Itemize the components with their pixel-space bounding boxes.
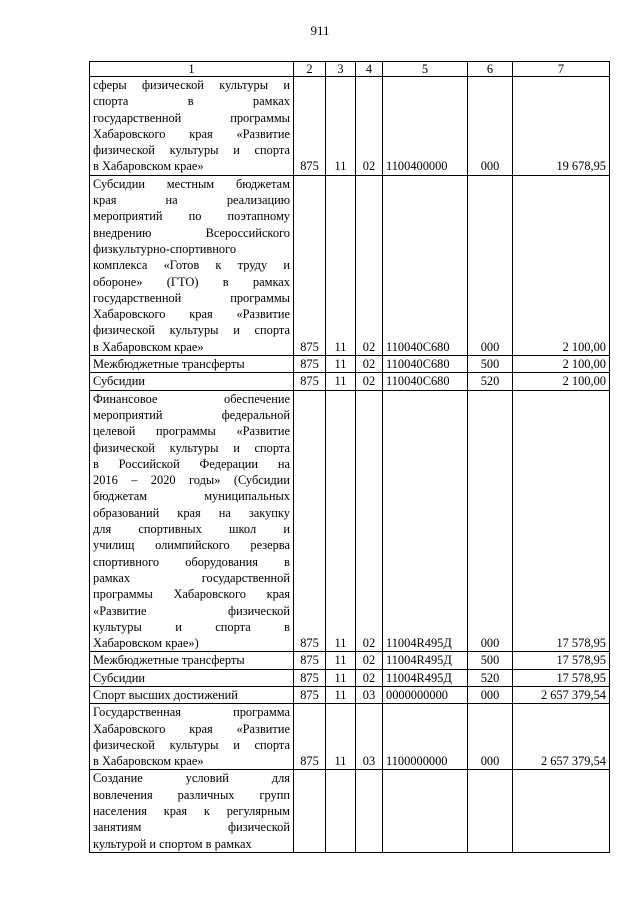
description-line: бюджетам муниципальных: [93, 489, 290, 504]
description-line: в Российской Федерации на: [93, 456, 290, 471]
row-description: [90, 669, 294, 686]
description-line: «Развитие физической: [93, 603, 290, 618]
table-row: [90, 356, 610, 373]
table-body: [90, 77, 610, 853]
col-sum: 2 100,00: [513, 356, 610, 373]
col-csr: 110040С680: [383, 356, 468, 373]
row-description: [90, 770, 294, 852]
description-line: в Хабаровском крае»: [93, 754, 204, 769]
col-vr: 520: [468, 669, 513, 686]
description-line: спорта в рамках: [93, 94, 290, 109]
col-csr: 11004R495Д: [383, 652, 468, 669]
col-gr: 875: [294, 175, 326, 355]
col-pr: 02: [356, 669, 383, 686]
col-rz: 11: [326, 77, 356, 176]
col-csr: 110040С680: [383, 175, 468, 355]
table-row: [90, 770, 610, 852]
description-line: программы Хабаровского края: [93, 587, 290, 602]
description-line: физкультурно-спортивного: [93, 241, 237, 256]
description-line: для спортивных школ и: [93, 522, 290, 537]
col-rz: 11: [326, 356, 356, 373]
table-row: [90, 669, 610, 686]
col-csr: 110040С680: [383, 373, 468, 390]
col-vr: 000: [468, 390, 513, 652]
col-gr: 875: [294, 77, 326, 176]
description-line: Финансовое обеспечение: [93, 391, 290, 406]
col-vr: 000: [468, 77, 513, 176]
col-csr: 11004R495Д: [383, 669, 468, 686]
column-header: 2: [294, 62, 326, 77]
col-sum: 2 100,00: [513, 373, 610, 390]
column-header: 1: [90, 62, 294, 77]
col-rz: 11: [326, 390, 356, 652]
description-line: мероприятий федеральной: [93, 407, 290, 422]
col-sum: 2 657 379,54: [513, 686, 610, 703]
col-sum: 17 578,95: [513, 652, 610, 669]
header-row: [90, 62, 610, 77]
col-rz: 11: [326, 704, 356, 770]
row-description: [90, 356, 294, 373]
col-vr: 000: [468, 175, 513, 355]
description-line: Хабаровского края «Развитие: [93, 307, 290, 322]
description-line: Спорт высших достижений: [93, 687, 238, 702]
col-rz: 11: [326, 175, 356, 355]
col-vr: 000: [468, 686, 513, 703]
budget-table: [89, 61, 610, 853]
col-vr: 520: [468, 373, 513, 390]
description-line: культурой и спортом в рамках: [93, 836, 252, 851]
col-csr: 1100400000: [383, 77, 468, 176]
col-vr: [468, 770, 513, 852]
col-sum: 19 678,95: [513, 77, 610, 176]
column-header: 6: [468, 62, 513, 77]
col-pr: 02: [356, 390, 383, 652]
description-line: Хабаровского края «Развитие: [93, 126, 290, 141]
table-row: [90, 77, 610, 176]
col-gr: 875: [294, 669, 326, 686]
col-pr: 02: [356, 175, 383, 355]
col-rz: 11: [326, 669, 356, 686]
table-row: [90, 704, 610, 770]
col-gr: 875: [294, 704, 326, 770]
description-line: спортивного оборудования в: [93, 554, 290, 569]
description-line: внедрению Всероссийского: [93, 225, 290, 240]
description-line: целевой программы «Развитие: [93, 424, 290, 439]
description-line: государственной программы: [93, 110, 290, 125]
description-line: физической культуры и спорта: [93, 143, 290, 158]
description-line: физической культуры и спорта: [93, 323, 290, 338]
col-sum: 2 100,00: [513, 175, 610, 355]
col-csr: 11004R495Д: [383, 390, 468, 652]
col-gr: [294, 770, 326, 852]
description-line: Межбюджетные трансферты: [93, 653, 245, 668]
table-row: [90, 373, 610, 390]
col-csr: 0000000000: [383, 686, 468, 703]
col-rz: 11: [326, 686, 356, 703]
row-description: [90, 175, 294, 355]
col-gr: 875: [294, 652, 326, 669]
description-line: Хабаровского края «Развитие: [93, 721, 290, 736]
col-sum: [513, 770, 610, 852]
description-line: в Хабаровском крае»: [93, 339, 204, 354]
col-vr: 500: [468, 356, 513, 373]
column-header: 3: [326, 62, 356, 77]
column-header: 5: [383, 62, 468, 77]
description-line: Субсидии: [93, 670, 145, 685]
col-pr: [356, 770, 383, 852]
col-sum: 2 657 379,54: [513, 704, 610, 770]
description-line: Субсидии местным бюджетам: [93, 176, 290, 191]
description-line: государственной программы: [93, 290, 290, 305]
description-line: края на реализацию: [93, 193, 290, 208]
col-gr: 875: [294, 686, 326, 703]
page-number: 911: [310, 23, 330, 38]
col-gr: 875: [294, 373, 326, 390]
description-line: сферы физической культуры и: [93, 78, 290, 92]
description-line: Субсидии: [93, 374, 145, 389]
col-rz: [326, 770, 356, 852]
row-description: [90, 652, 294, 669]
description-line: мероприятий по поэтапному: [93, 209, 290, 224]
description-line: рамках государственной: [93, 570, 290, 585]
row-description: [90, 704, 294, 770]
description-line: культуры и спорта в: [93, 619, 290, 634]
row-description: [90, 686, 294, 703]
column-header: 4: [356, 62, 383, 77]
column-header: 7: [513, 62, 610, 77]
table-row: [90, 175, 610, 355]
row-description: [90, 390, 294, 652]
description-line: комплекса «Готов к труду и: [93, 258, 290, 273]
col-csr: [383, 770, 468, 852]
description-line: 2016 – 2020 годы» (Субсидии: [93, 473, 290, 488]
description-line: училищ олимпийского резерва: [93, 538, 290, 553]
table-row: [90, 390, 610, 652]
description-line: в Хабаровском крае»: [93, 159, 204, 174]
description-line: вовлечения различных групп: [93, 787, 290, 802]
row-description: [90, 77, 294, 176]
description-line: населения края к регулярным: [93, 804, 290, 819]
col-vr: 000: [468, 704, 513, 770]
row-description: [90, 373, 294, 390]
col-pr: 02: [356, 356, 383, 373]
col-csr: 1100000000: [383, 704, 468, 770]
col-rz: 11: [326, 373, 356, 390]
description-line: Межбюджетные трансферты: [93, 357, 245, 372]
description-line: Создание условий для: [93, 771, 290, 786]
col-pr: 03: [356, 686, 383, 703]
col-pr: 03: [356, 704, 383, 770]
table-row: [90, 652, 610, 669]
description-line: обороне» (ГТО) в рамках: [93, 274, 290, 289]
description-line: физической культуры и спорта: [93, 440, 290, 455]
col-vr: 500: [468, 652, 513, 669]
description-line: образований края на закупку: [93, 505, 290, 520]
description-line: физической культуры и спорта: [93, 737, 290, 752]
description-line: Хабаровском крае»): [93, 636, 199, 651]
description-line: Государственная программа: [93, 705, 290, 720]
col-gr: 875: [294, 356, 326, 373]
col-rz: 11: [326, 652, 356, 669]
col-gr: 875: [294, 390, 326, 652]
col-sum: 17 578,95: [513, 390, 610, 652]
col-pr: 02: [356, 77, 383, 176]
table-row: [90, 686, 610, 703]
col-pr: 02: [356, 373, 383, 390]
description-line: занятиям физической: [93, 820, 290, 835]
col-sum: 17 578,95: [513, 669, 610, 686]
col-pr: 02: [356, 652, 383, 669]
